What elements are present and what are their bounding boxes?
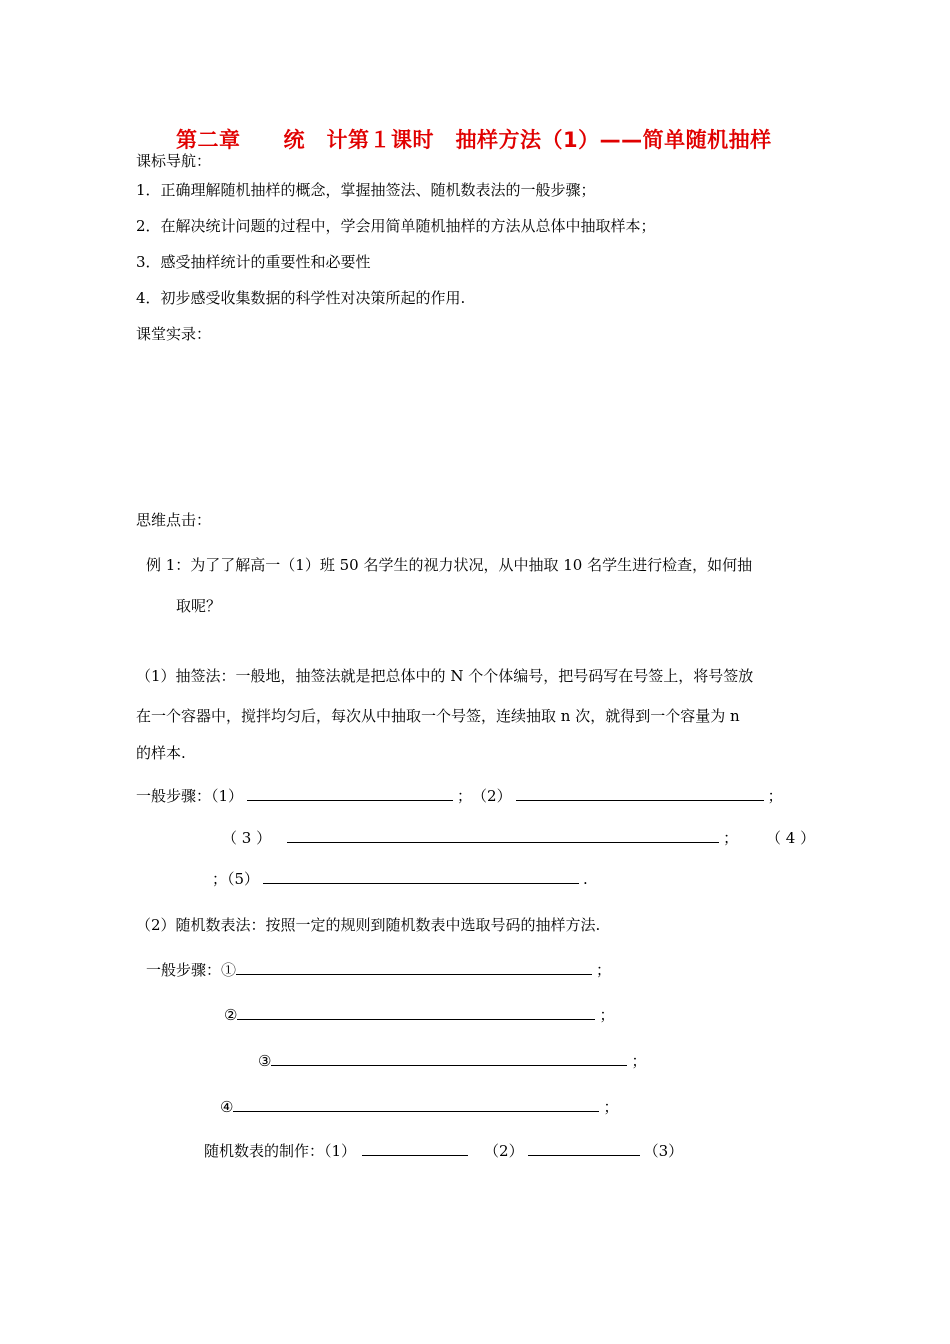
making-3-label: （3） bbox=[643, 1142, 684, 1160]
random-steps-row-1 bbox=[146, 960, 611, 980]
circle-2-label: ② bbox=[224, 1006, 238, 1024]
lottery-step-3-label: （ 3 ） bbox=[222, 829, 272, 847]
class-heading: 课堂实录： bbox=[136, 325, 212, 343]
random-steps-row-2 bbox=[224, 1005, 614, 1025]
random-steps-row-3 bbox=[258, 1051, 646, 1071]
lottery-step-2-end: ； bbox=[767, 787, 783, 805]
lottery-steps-row-2 bbox=[222, 828, 738, 848]
blank-random-3[interactable] bbox=[271, 1051, 627, 1066]
lottery-line-3: 的样本. bbox=[136, 744, 186, 762]
blank-step-3[interactable] bbox=[287, 828, 719, 843]
lottery-step-5-label: ；（5） bbox=[212, 870, 260, 888]
thinking-heading: 思维点击： bbox=[136, 511, 212, 529]
example-line-2: 取呢？ bbox=[176, 597, 222, 615]
making-label: 随机数表的制作：（1） bbox=[204, 1142, 357, 1160]
guide-item-4: 4．初步感受收集数据的科学性对决策所起的作用. bbox=[136, 289, 466, 307]
lottery-steps-row-1 bbox=[136, 786, 783, 806]
blank-step-5[interactable] bbox=[263, 869, 579, 884]
circle-3-label: ③ bbox=[258, 1052, 272, 1070]
lottery-step-4-label: （ 4 ） bbox=[766, 829, 816, 847]
circle-4-label: ④ bbox=[220, 1098, 234, 1116]
random-table-line-1: （2）随机数表法：按照一定的规则到随机数表中选取号码的抽样方法. bbox=[136, 916, 601, 934]
separator: ； bbox=[631, 1052, 647, 1070]
lottery-step-2-label: ； （2） bbox=[457, 787, 512, 805]
random-steps-row-4 bbox=[220, 1097, 618, 1117]
blank-random-1[interactable] bbox=[236, 960, 592, 975]
guide-item-1: 1．正确理解随机抽样的概念，掌握抽签法、随机数表法的一般步骤； bbox=[136, 181, 596, 199]
guide-item-3: 3．感受抽样统计的重要性和必要性 bbox=[136, 253, 371, 271]
lottery-line-1: （1）抽签法：一般地，抽签法就是把总体中的 N 个个体编号，把号码写在号签上，将号签放 bbox=[136, 667, 754, 685]
example-line-1: 例 1：为了了解高一（1）班 50 名学生的视力状况，从中抽取 10 名学生进行检查，如何抽 bbox=[146, 556, 753, 574]
separator: ； bbox=[596, 961, 612, 979]
blank-making-2[interactable] bbox=[528, 1141, 640, 1156]
guide-heading: 课标导航： bbox=[136, 152, 212, 170]
lottery-step-5-end: . bbox=[583, 870, 588, 888]
lottery-steps-row-3 bbox=[212, 869, 588, 889]
blank-step-2[interactable] bbox=[516, 786, 764, 801]
random-steps-label: 一般步骤：① bbox=[146, 961, 237, 979]
guide-item-2: 2．在解决统计问题的过程中，学会用简单随机抽样的方法从总体中抽取样本； bbox=[136, 217, 656, 235]
lottery-line-2: 在一个容器中，搅拌均匀后，每次从中抽取一个号签，连续抽取 n 次，就得到一个容量为 n bbox=[136, 707, 740, 725]
separator: ； bbox=[603, 1098, 619, 1116]
random-table-making bbox=[204, 1141, 683, 1161]
blank-step-1[interactable] bbox=[247, 786, 453, 801]
blank-making-1[interactable] bbox=[362, 1141, 468, 1156]
making-2-label: （2） bbox=[484, 1142, 524, 1160]
lottery-step-3-end: ； bbox=[723, 829, 739, 847]
separator: ； bbox=[599, 1006, 615, 1024]
page-title: 第二章 统 计第１课时 抽样方法（1）——简单随机抽样 bbox=[176, 128, 772, 152]
blank-random-4[interactable] bbox=[233, 1097, 599, 1112]
blank-random-2[interactable] bbox=[237, 1005, 595, 1020]
lottery-steps-label: 一般步骤：（1） bbox=[136, 787, 244, 805]
